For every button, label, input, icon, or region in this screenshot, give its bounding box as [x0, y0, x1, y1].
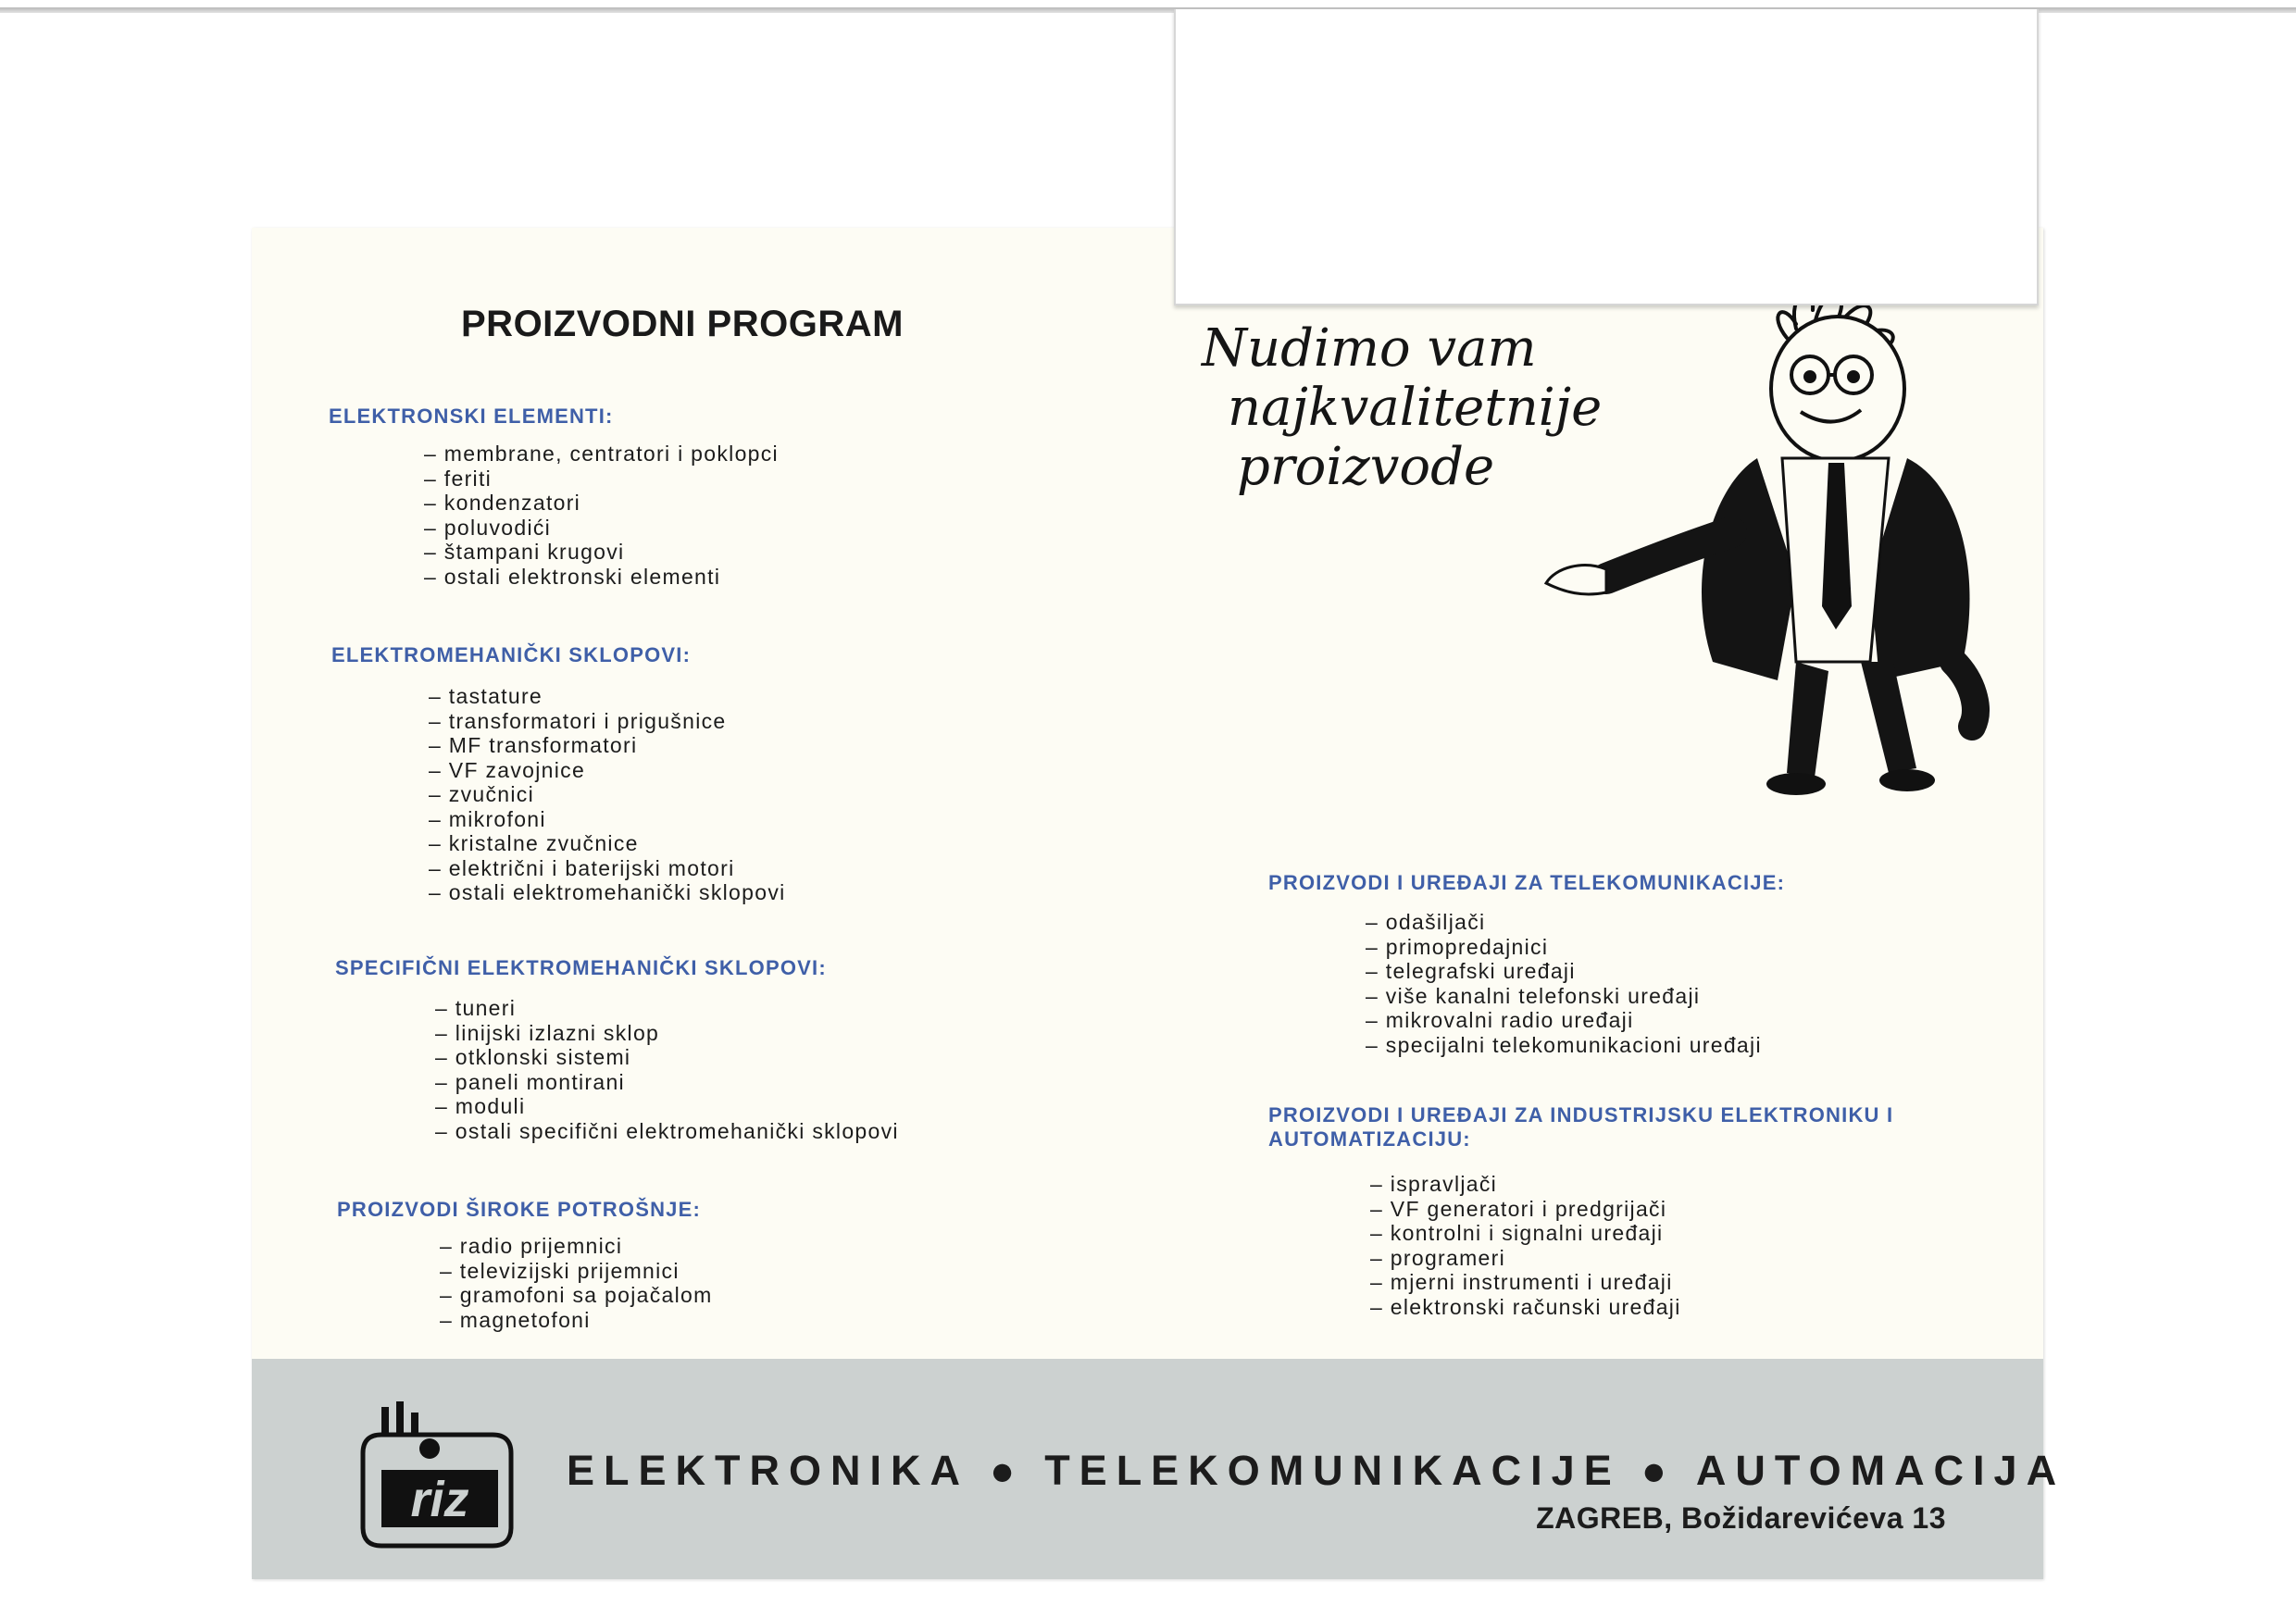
list-item: – poluvodići [424, 516, 779, 541]
list-item: – više kanalni telefonski uređaji [1366, 984, 1762, 1009]
list-item: – kondenzatori [424, 491, 779, 516]
category-heading-electronic-elements: ELEKTRONSKI ELEMENTI: [329, 404, 614, 428]
tagline-separator: ● [990, 1447, 1025, 1494]
category-list-electronic-elements [424, 442, 779, 589]
list-item: – kontrolni i signalni uređaji [1370, 1221, 1681, 1246]
list-item: – feriti [424, 467, 779, 492]
list-item: – zvučnici [429, 782, 786, 807]
category-heading-telecom: PROIZVODI I UREĐAJI ZA TELEKOMUNIKACIJE: [1268, 871, 1786, 894]
category-heading-electromechanical: ELEKTROMEHANIČKI SKLOPOVI: [331, 643, 692, 666]
tagline-electronics: ELEKTRONIKA [567, 1447, 969, 1494]
mascot-leg-right [1861, 662, 1916, 773]
list-item: – magnetofoni [440, 1308, 713, 1333]
list-item: – ostali elektronski elementi [424, 565, 779, 590]
headline-line-2: najkvalitetnije [1228, 378, 1603, 438]
mascot-hand [1546, 566, 1606, 594]
list-item: – VF zavojnice [429, 758, 786, 783]
mascot-leg-left [1787, 662, 1828, 778]
list-item: – programeri [1370, 1246, 1681, 1271]
list-item: – linijski izlazni sklop [435, 1021, 899, 1046]
folded-flap [1174, 9, 2039, 305]
tagline-separator: ● [1641, 1447, 1676, 1494]
logo-antenna [381, 1401, 418, 1435]
list-item: – štampani krugovi [424, 540, 779, 565]
list-item: – ostali elektromehanički sklopovi [429, 880, 786, 905]
footer-tagline [567, 1447, 2066, 1495]
list-item: – mikrovalni radio uređaji [1366, 1008, 1762, 1033]
list-item: – odašiljači [1366, 910, 1762, 935]
tagline-automation: AUTOMACIJA [1695, 1447, 2066, 1494]
list-item: – moduli [435, 1094, 899, 1119]
list-item: – specijalni telekomunikacioni uređaji [1366, 1033, 1762, 1058]
headline-line-3: proizvode [1237, 437, 1495, 497]
category-heading-specific-electromechanical: SPECIFIČNI ELEKTROMEHANIČKI SKLOPOVI: [335, 956, 827, 979]
list-item: – kristalne zvučnice [429, 831, 786, 856]
category-list-specific-electromechanical [435, 996, 899, 1143]
list-item: – membrane, centratori i poklopci [424, 442, 779, 467]
list-item: – MF transformatori [429, 733, 786, 758]
mascot-right-arm [1953, 662, 1976, 727]
headline-line-1: Nudimo vam [1202, 318, 1537, 379]
list-item: – ispravljači [1370, 1172, 1681, 1197]
category-heading-consumer-products: PROIZVODI ŠIROKE POTROŠNJE: [337, 1198, 702, 1221]
list-item: – tuneri [435, 996, 899, 1021]
list-item: – televizijski prijemnici [440, 1259, 713, 1284]
list-item: – VF generatori i predgrijači [1370, 1197, 1681, 1222]
tagline-telecommunications: TELEKOMUNIKACIJE [1044, 1447, 1621, 1494]
list-item: – električni i baterijski motori [429, 856, 786, 881]
riz-logo [344, 1398, 530, 1555]
list-item: – telegrafski uređaji [1366, 959, 1762, 984]
list-item: – elektronski računski uređaji [1370, 1295, 1681, 1320]
list-item: – mikrofoni [429, 807, 786, 832]
logo-text: riz [410, 1472, 469, 1527]
mascot-shoe-left [1766, 773, 1826, 795]
list-item: – gramofoni sa pojačalom [440, 1283, 713, 1308]
logo-dot [419, 1438, 440, 1459]
category-list-telecom [1366, 910, 1762, 1057]
category-heading-industrial: PROIZVODI I UREĐAJI ZA INDUSTRIJSKU ELEKTRONIKU I AUTOMATIZACIJU: [1268, 1103, 1894, 1151]
footer-address: ZAGREB, Božidarevićeva 13 [1536, 1501, 1946, 1535]
page-title: PROIZVODNI PROGRAM [461, 304, 904, 344]
list-item: – otklonski sistemi [435, 1045, 899, 1070]
list-item: – tastature [429, 684, 786, 709]
mascot-jacket-left [1702, 458, 1796, 680]
list-item: – ostali specifični elektromehanički sklopovi [435, 1119, 899, 1144]
mascot-head [1771, 317, 1904, 461]
mascot-shoe-right [1879, 769, 1935, 791]
list-item: – paneli montirani [435, 1070, 899, 1095]
category-list-electromechanical [429, 684, 786, 905]
mascot-illustration [1518, 273, 2018, 828]
list-item: – transformatori i prigušnice [429, 709, 786, 734]
list-item: – radio prijemnici [440, 1234, 713, 1259]
list-item: – mjerni instrumenti i uređaji [1370, 1270, 1681, 1295]
category-list-consumer-products [440, 1234, 713, 1332]
list-item: – primopredajnici [1366, 935, 1762, 960]
category-list-industrial [1370, 1172, 1681, 1319]
